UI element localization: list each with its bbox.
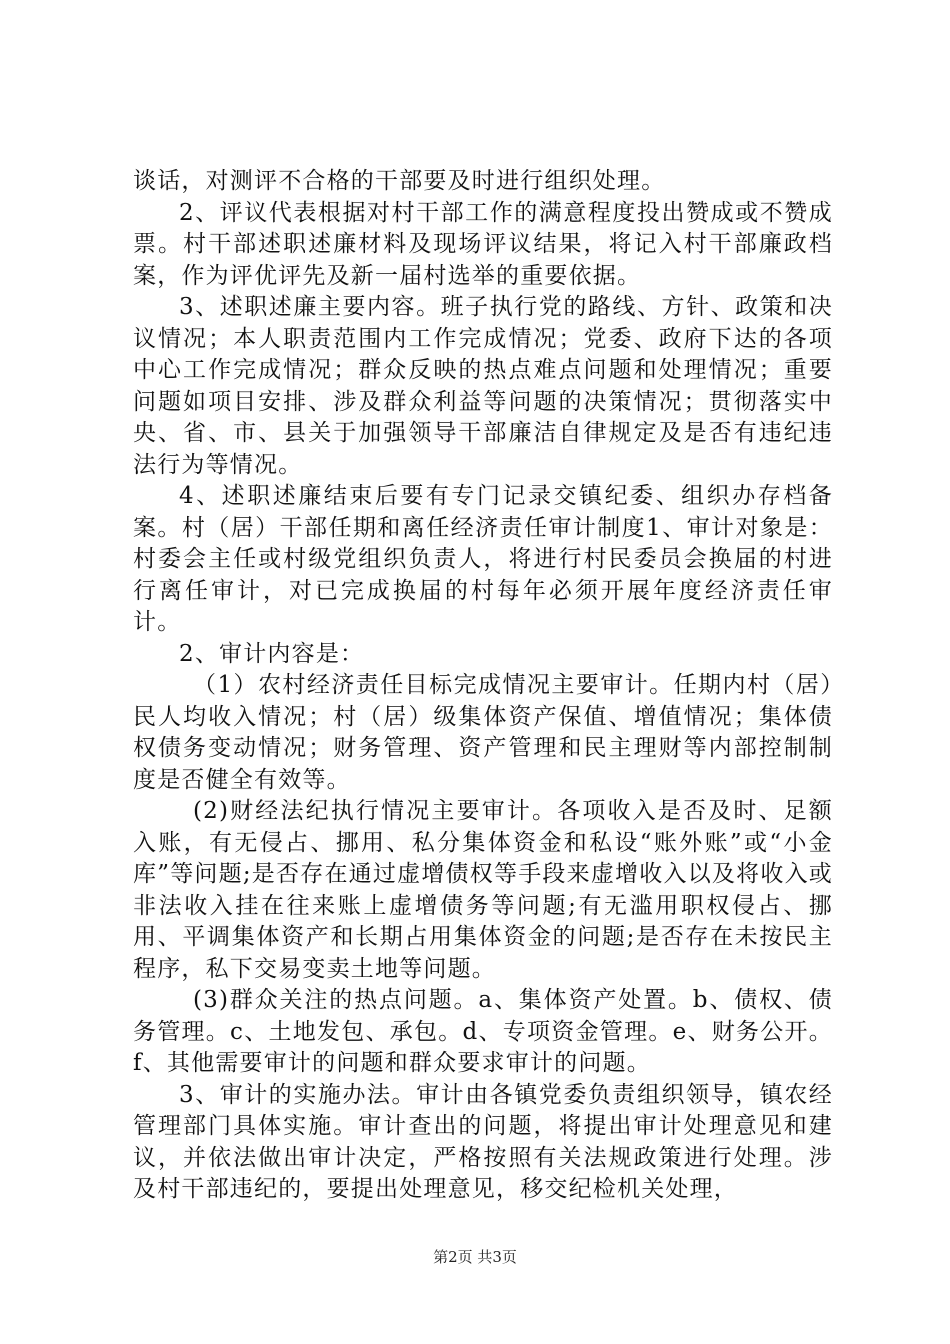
paragraph: 2、审计内容是： [179, 640, 365, 667]
paragraph: （1）农村经济责任目标完成情况主要审计。任期内村（居）民人均收入情况；村（居）级集体资产保值、增值情况；集体债权债务变动情况；财务管理、资产管理和民主理财等内部控制制度是否健全有效等。 [133, 672, 833, 793]
paragraph: 3、审计的实施办法。审计由各镇党委负责组织领导，镇农经管理部门具体实施。审计查出的问题，将提出审计处理意见和建议，并依法做出审计决定，严格按照有关法规政策进行处理。涉及村干部违纪的，要提出处理意见，移交纪检机关处理， [133, 1081, 833, 1202]
paragraph: (2)财经法纪执行情况主要审计。各项收入是否及时、足额入账，有无侵占、挪用、私分集体资金和私设“账外账”或“小金库”等问题;是否存在通过虚增债权等手段来虚增收入以及将收入或非法收入挂在往来账上虚增债务等问题;有无滥用职权侵占、挪用、平调集体资产和长期占用集体资金的问题;是否存在未按民主程序，私下交易变卖土地等问题。 [133, 798, 833, 982]
paragraph: (3)群众关注的热点问题。a、集体资产处置。b、债权、债务管理。c、土地发包、承包。d、专项资金管理。e、财务公开。f、其他需要审计的问题和群众要求审计的问题。 [133, 987, 833, 1076]
document-body [133, 166, 833, 1206]
paragraph: 2、评议代表根据对村干部工作的满意程度投出赞成或不赞成票。村干部述职述廉材料及现场评议结果，将记入村干部廉政档案，作为评优评先及新一届村选举的重要依据。 [133, 199, 833, 289]
paragraph: 4、述职述廉结束后要有专门记录交镇纪委、组织办存档备案。村（居）干部任期和离任经济责任审计制度1、审计对象是：村委会主任或村级党组织负责人，将进行村民委员会换届的村进行离任审计，对已完成换届的村每年必须开展年度经济责任审计。 [133, 483, 833, 635]
page-footer: 第2页 共3页 [433, 1248, 517, 1266]
paragraph: 谈话，对测评不合格的干部要及时进行组织处理。 [133, 168, 666, 194]
paragraph: 3、述职述廉主要内容。班子执行党的路线、方针、政策和决议情况；本人职责范围内工作完成情况；党委、政府下达的各项中心工作完成情况；群众反映的热点难点问题和处理情况；重要问题如项目安排、涉及群众利益等问题的决策情况；贯彻落实中央、省、市、县关于加强领导干部廉洁自律规定及是否有违纪违法行为等情况。 [133, 294, 833, 478]
